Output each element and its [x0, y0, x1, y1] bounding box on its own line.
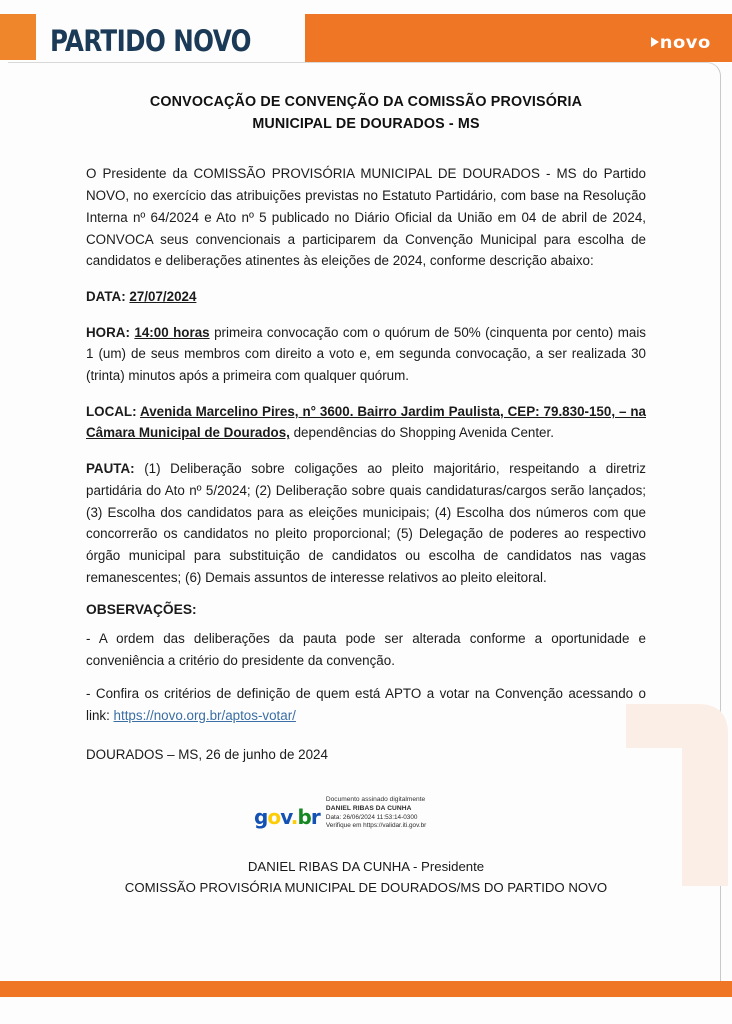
data-label: DATA — [86, 288, 122, 304]
page-title-line-2: MUNICIPAL DE DOURADOS - MS — [252, 115, 480, 132]
data-line — [86, 286, 646, 308]
local-description: dependências do Shopping Avenida Center. — [289, 425, 554, 441]
govbr-logo-r: r — [310, 805, 320, 830]
govbr-logo-o: o — [267, 805, 281, 830]
novo-logo-mark — [651, 33, 710, 53]
aptos-votar-link[interactable]: https://novo.org.br/aptos-votar/ — [113, 707, 296, 723]
hora-paragraph — [86, 322, 646, 387]
footer-orange-bar — [0, 981, 732, 997]
place-and-date: DOURADOS – MS, 26 de junho de 2024 — [86, 747, 328, 763]
document-content — [86, 135, 646, 765]
observacao-item-2-text: - Confira os critérios de definição de quem está APTO a votar na Convenção acessando o link: — [86, 685, 646, 723]
page-title — [86, 92, 646, 135]
hora-description: primeira convocação com o quórum de 50% (cinquenta por cento) mais 1 (um) de seus membros com direito a voto e, em segunda convocação, a ser realizada 30 (trinta) minutos após a primeira com qualquer quórum. — [86, 324, 646, 384]
document-body — [0, 64, 732, 899]
data-separator: : — [121, 288, 130, 304]
govbr-logo — [254, 807, 320, 830]
signatory-name: DANIEL RIBAS DA CUNHA - Presidente — [247, 858, 485, 874]
signature-stamp-details — [326, 796, 426, 830]
digital-signature-stamp — [86, 796, 646, 842]
pauta-text: (1) Deliberação sobre coligações ao pleito majoritário, respeitando a diretriz partidária do Ato nº 5/2024; (2) Deliberação sobre quais candidaturas/cargos serão lançados; (3) Escolha dos candidatos para as eleições municipais; (4) Escolha dos números com que concorrerão os candidatos no pleito proporcional; (5) Delegação de poderes ao respectivo órgão municipal para substituição de candidatos ou escolha de candidatos nas vagas remanescentes; (6) Demais assuntos de interesse relativos ao pleito eleitoral. — [86, 461, 646, 585]
signature-block — [56, 856, 676, 899]
local-label: LOCAL — [86, 403, 133, 419]
pauta-paragraph — [86, 458, 646, 588]
novo-arrow-icon — [651, 37, 659, 47]
document-header — [0, 8, 732, 64]
pauta-label: PAUTA: — [86, 461, 135, 477]
local-paragraph — [86, 401, 646, 444]
govbr-logo-v: v — [280, 805, 291, 830]
hora-label: HORA — [86, 324, 126, 340]
partido-novo-logo-text: PARTIDO NOVO — [50, 24, 251, 58]
observacao-item-2 — [86, 683, 646, 726]
local-separator: : — [132, 403, 141, 419]
stamp-line-signed: Documento assinado digitalmente — [325, 795, 426, 803]
stamp-line-verify-url: Verifique em https://validar.iti.gov.br — [325, 821, 427, 829]
stamp-line-signer-name: DANIEL RIBAS DA CUNHA — [325, 805, 412, 813]
govbr-logo-b: b — [297, 805, 311, 830]
govbr-logo-dot: . — [290, 805, 298, 830]
intro-paragraph: O Presidente da COMISSÃO PROVISÓRIA MUNICIPAL DE DOURADOS - MS do Partido NOVO, no exercício das atribuições previstas no Estatuto Partidário, com base na Resolução Interna nº 64/2024 e Ato nº 5 publicado no Diário Oficial da União em 04 de abril de 2024, CONVOCA seus convencionais a participarem da Convenção Municipal para escolha de candidatos e deliberações atinentes às eleições de 2024, conforme descrição abaixo: — [86, 166, 646, 269]
hora-value: 14:00 horas — [134, 324, 210, 340]
observacao-item-1: - A ordem das deliberações da pauta pode ser alterada conforme a oportunidade e conveniência a critério do presidente da convenção. — [86, 631, 646, 669]
stamp-line-date: Data: 26/06/2024 11:53:14-0300 — [325, 813, 418, 821]
local-address: Avenida Marcelino Pires, n° 3600. Bairro Jardim Paulista, CEP: 79.830-150, – na Câmara Municipal de Dourados, — [86, 403, 646, 441]
hora-separator: : — [125, 324, 135, 340]
govbr-logo-g: g — [254, 805, 268, 830]
novo-logo-word: novo — [660, 33, 712, 53]
signatory-organization: COMISSÃO PROVISÓRIA MUNICIPAL DE DOURADOS/MS DO PARTIDO NOVO — [124, 880, 608, 896]
header-orange-bar — [305, 14, 732, 62]
page-title-line-1: CONVOCAÇÃO DE CONVENÇÃO DA COMISSÃO PROVISÓRIA — [149, 94, 583, 110]
data-value: 27/07/2024 — [129, 288, 197, 304]
header-orange-accent-block — [0, 14, 36, 60]
observacoes-heading: OBSERVAÇÕES: — [86, 602, 197, 618]
